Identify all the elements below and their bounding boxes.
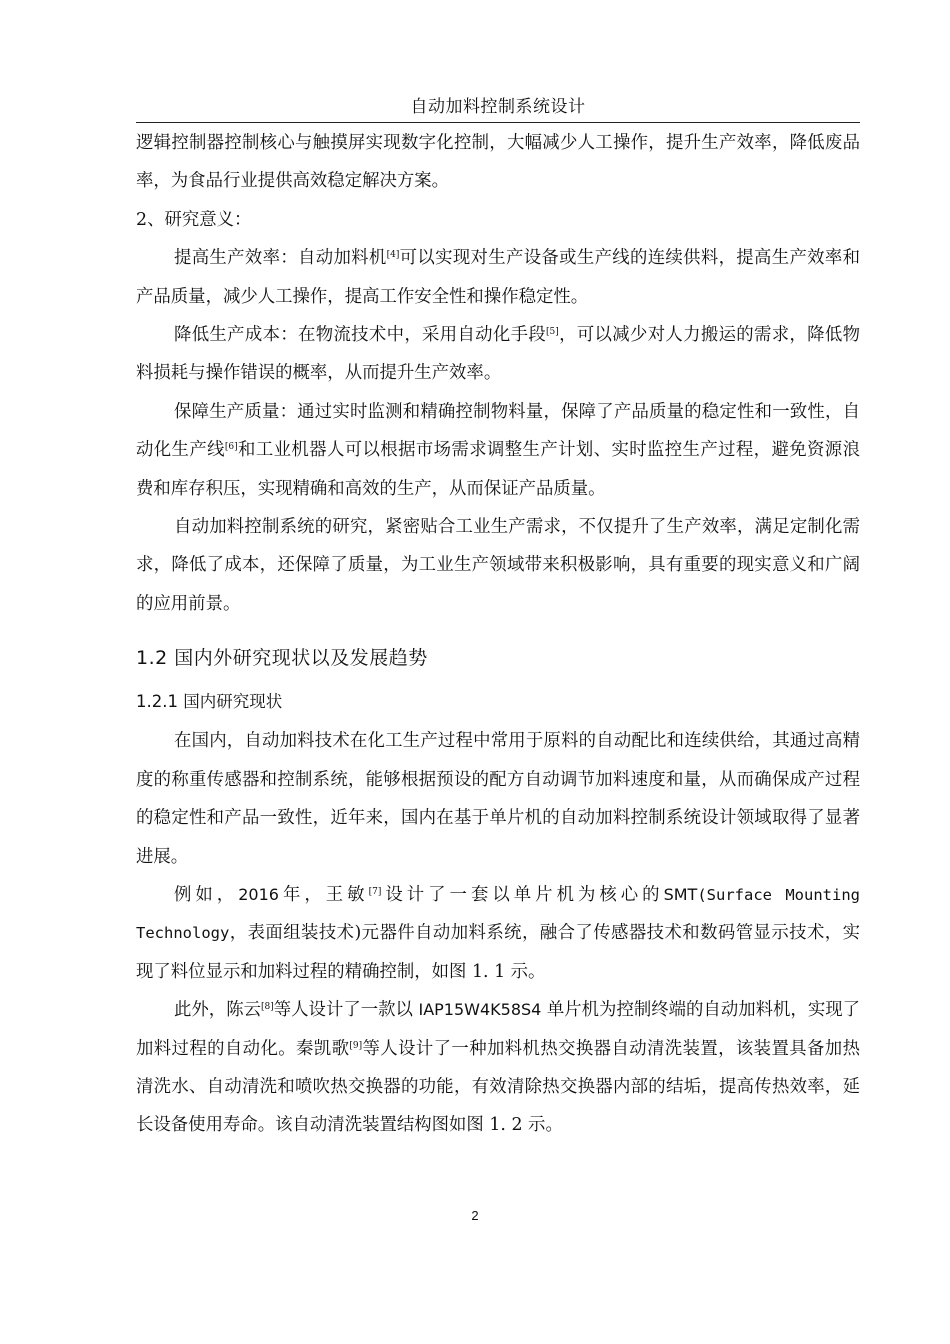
paragraph-quality: 保障生产质量：通过实时监测和精确控制物料量，保障了产品质量的稳定性和一致性，自动化生产线[6]和工业机器人可以根据市场需求调整生产计划、实时监控生产过程，避免资源浪费和库存积压，实现精确和高效的生产，从而保证产品质量。 (136, 401, 860, 499)
citation-ref: [7] (368, 886, 382, 897)
citation-ref: [8] (261, 1002, 274, 1013)
citation-ref: [9] (349, 1040, 363, 1051)
page-number: 2 (471, 1208, 479, 1223)
subsection-heading: 1.2.1 国内研究现状 (136, 692, 283, 712)
paragraph-example-chenyun: 此外，陈云[8]等人设计了一款以 IAP15W4K58S4 单片机为控制终端的自动加料机，实现了加料过程的自动化。秦凯歌[9]等人设计了一种加料机热交换器自动清洗装置，该装置具备加热清洗水、自动清洗和喷吹热交换器的功能，有效清除热交换器内部的结垢，提高传热效率，延长设备使用寿命。该自动清洗装置结构图如图 1. 2 示。 (136, 1000, 861, 1136)
citation-ref: [4] (386, 250, 400, 261)
running-header: 自动加料控制系统设计 (136, 92, 860, 123)
citation-ref: [5] (546, 327, 559, 338)
paragraph-summary: 自动加料控制系统的研究，紧密贴合工业生产需求，不仅提升了生产效率，满足定制化需求，降低了成本，还保障了质量，为工业生产领域带来积极影响，具有重要的现实意义和广阔的应用前景。 (136, 517, 860, 614)
paragraph-domestic-overview: 在国内，自动加料技术在化工生产过程中常用于原料的自动配比和连续供给，其通过高精度的称重传感器和控制系统，能够根据预设的配方自动调节加料速度和量，从而确保成产过程的稳定性和产品一致性，近年来，国内在基于单片机的自动加料控制系统设计领域取得了显著进展。 (136, 731, 860, 867)
paragraph-research-significance-label: 2、研究意义： (136, 209, 252, 230)
page-body (136, 124, 860, 1145)
citation-ref: [6] (224, 442, 238, 453)
section-heading: 1.2 国内外研究现状以及发展趋势 (136, 647, 428, 670)
paragraph-efficiency: 提高生产效率：自动加料机[4]可以实现对生产设备或生产线的连续供料，提高生产效率和产品质量，减少人工操作，提高工作安全性和操作稳定性。 (136, 248, 860, 307)
paragraph-continuation: 逻辑控制器控制核心与触摸屏实现数字化控制，大幅减少人工操作，提升生产效率，降低废品率，为食品行业提供高效稳定解决方案。 (136, 133, 860, 192)
paragraph-example-wangmin: 例如，2016年，王敏[7]设计了一套以单片机为核心的SMT(Surface Mounting Technology，表面组装技术)元器件自动加料系统，融合了传感器技术和数码管显示技术，实现了料位显示和加料过程的精确控制，如图 1. 1 示。 (136, 884, 860, 982)
paragraph-cost: 降低生产成本：在物流技术中，采用自动化手段[5]，可以减少对人力搬运的需求，降低物料损耗与操作错误的概率，从而提升生产效率。 (136, 325, 860, 384)
